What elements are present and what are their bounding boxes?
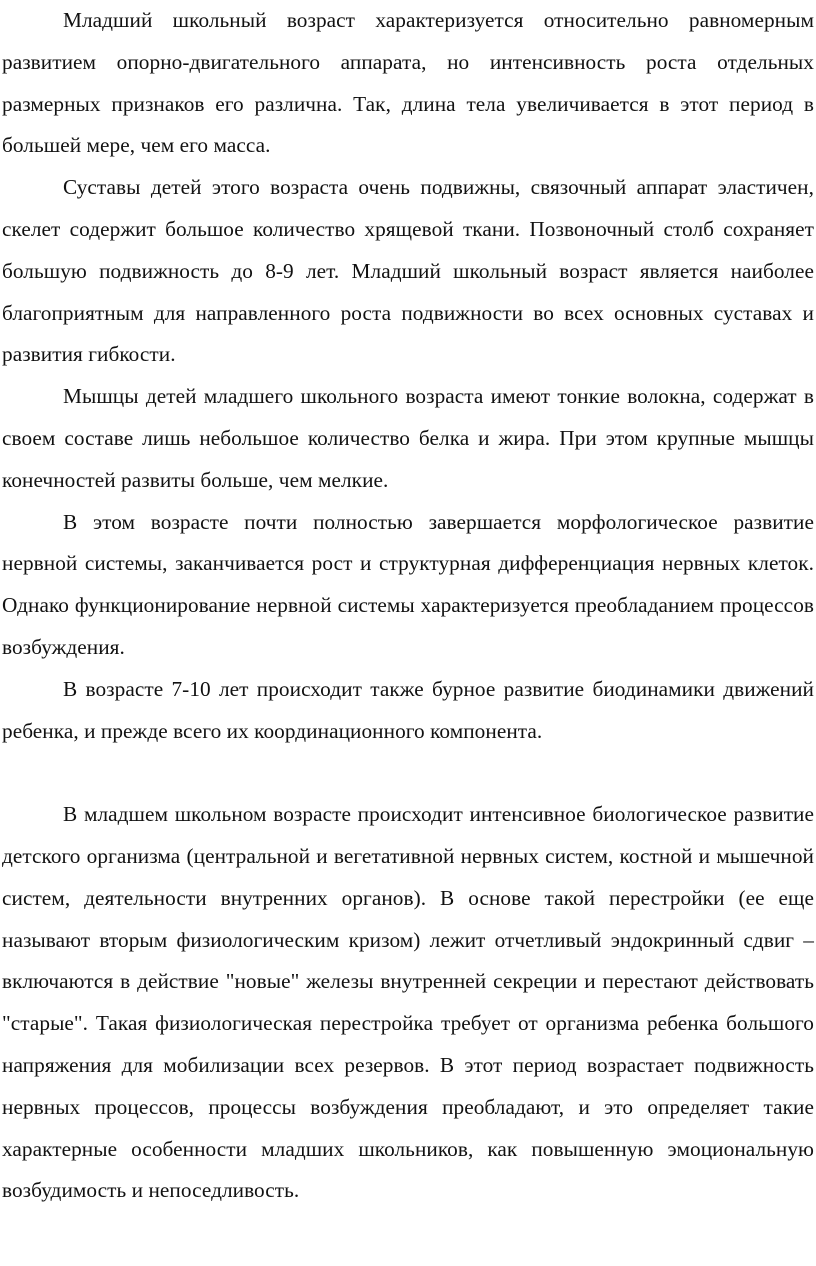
paragraph: В возрасте 7-10 лет происходит также бурное развитие биодинамики движений ребенка, и прежде всего их координационного компонента. xyxy=(2,676,814,743)
paragraph: Младший школьный возраст характеризуется относительно равномерным развитием опорно-двигательного аппарата, но интенсивность роста отдельных размерных признаков его различна. Так, длина тела увеличивается в этот период в большей мере, чем его масса. xyxy=(2,8,814,158)
paragraph: В этом возрасте почти полностью завершается морфологическое развитие нервной системы, заканчивается рост и структурная дифференциация нервных клеток. Однако функционирование нервной системы характеризуется преобладанием процессов возбуждения. xyxy=(2,509,814,659)
paragraph: Мышцы детей младшего школьного возраста имеют тонкие волокна, содержат в своем составе лишь небольшое количество белка и жира. При этом крупные мышцы конечностей развиты больше, чем мелкие. xyxy=(2,384,814,492)
paragraph: Суставы детей этого возраста очень подвижны, связочный аппарат эластичен, скелет содержит большое количество хрящевой ткани. Позвоночный столб сохраняет большую подвижность до 8-9 лет. Младший школьный возраст является наиболее благоприятным для направленного роста подвижности во всех основных суставах и развития гибкости. xyxy=(2,175,814,367)
paragraph-gap xyxy=(2,752,814,794)
paragraph: В младшем школьном возрасте происходит интенсивное биологическое развитие детского организма (центральной и вегетативной нервных систем, костной и мышечной систем, деятельности внутренних органов). В основе такой перестройки (ее еще называют вторым физиологическим кризом) лежит отчетливый эндокринный сдвиг – включаются в действие "новые" железы внутренней секреции и перестают действовать "старые". Такая физиологическая перестройка требует от организма ребенка большого напряжения для мобилизации всех резервов. В этот период возрастает подвижность нервных процессов, процессы возбуждения преобладают, и это определяет такие характерные особенности младших школьников, как повышенную эмоциональную возбудимость и непоседливость. xyxy=(2,802,814,1203)
